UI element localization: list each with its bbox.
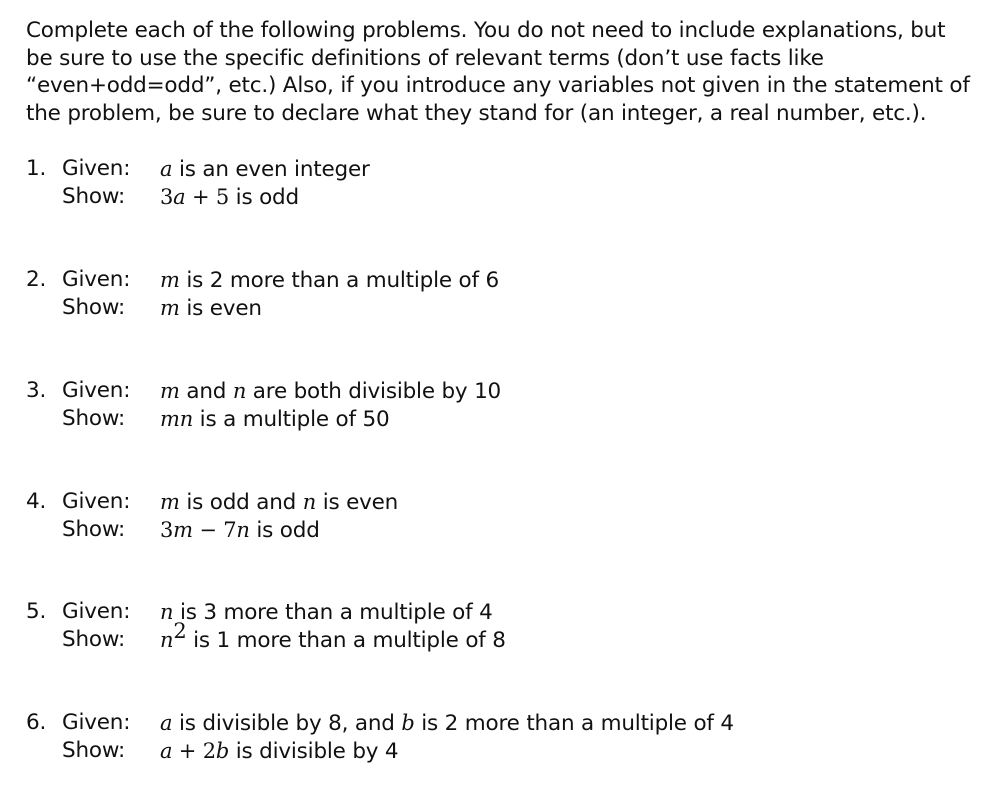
problem-number: 3. [26, 378, 47, 403]
show-label: Show: [62, 406, 126, 431]
given-label: Given: [62, 710, 131, 735]
given-label: Given: [62, 489, 131, 514]
given-statement: n is 3 more than a multiple of 4 [160, 600, 493, 625]
show-row [26, 294, 966, 322]
problem-number: 2. [26, 267, 47, 292]
problem-number: 6. [26, 710, 47, 735]
show-label: Show: [62, 738, 126, 763]
given-statement: a is an even integer [160, 157, 370, 182]
given-row [26, 598, 966, 626]
given-label: Given: [62, 378, 131, 403]
problem-4 [26, 488, 966, 544]
problem-1 [26, 155, 966, 211]
problem-2 [26, 266, 966, 322]
given-statement: a is divisible by 8, and b is 2 more than a multiple of 4 [160, 711, 734, 736]
given-label: Given: [62, 267, 131, 292]
problem-3 [26, 377, 966, 433]
show-label: Show: [62, 295, 126, 320]
instructions-paragraph: Complete each of the following problems. You do not need to include explanations, but be sure to use the specific definitions of relevant terms (don’t use facts like “even+odd=odd”, etc.) Also, if you introduce any variables not given in the statement of the problem, be sure to declare what they stand for (an integer, a real number, etc.). [26, 18, 970, 126]
show-row [26, 737, 966, 765]
show-label: Show: [62, 517, 126, 542]
given-statement: m and n are both divisible by 10 [160, 379, 502, 404]
show-row [26, 516, 966, 544]
given-row [26, 377, 966, 405]
given-statement: m is odd and n is even [160, 490, 399, 515]
show-row [26, 405, 966, 433]
problem-number: 1. [26, 156, 47, 181]
show-row [26, 183, 966, 211]
show-statement: 3m − 7n is odd [160, 518, 320, 543]
show-statement: a + 2b is divisible by 4 [160, 739, 399, 764]
problem-5 [26, 598, 966, 654]
show-statement: mn is a multiple of 50 [160, 407, 390, 432]
show-label: Show: [62, 184, 126, 209]
given-row [26, 155, 966, 183]
given-row [26, 488, 966, 516]
problem-6 [26, 709, 966, 765]
problem-number: 5. [26, 599, 47, 624]
given-row [26, 266, 966, 294]
given-label: Given: [62, 156, 131, 181]
show-statement: 3a + 5 is odd [160, 185, 299, 210]
given-statement: m is 2 more than a multiple of 6 [160, 268, 499, 293]
problem-number: 4. [26, 489, 47, 514]
show-statement: m is even [160, 296, 262, 321]
given-row [26, 709, 966, 737]
show-row [26, 619, 966, 654]
given-label: Given: [62, 599, 131, 624]
show-statement: $n^2$ is 1 more than a multiple of 8 [160, 619, 506, 653]
show-label: Show: [62, 627, 126, 652]
